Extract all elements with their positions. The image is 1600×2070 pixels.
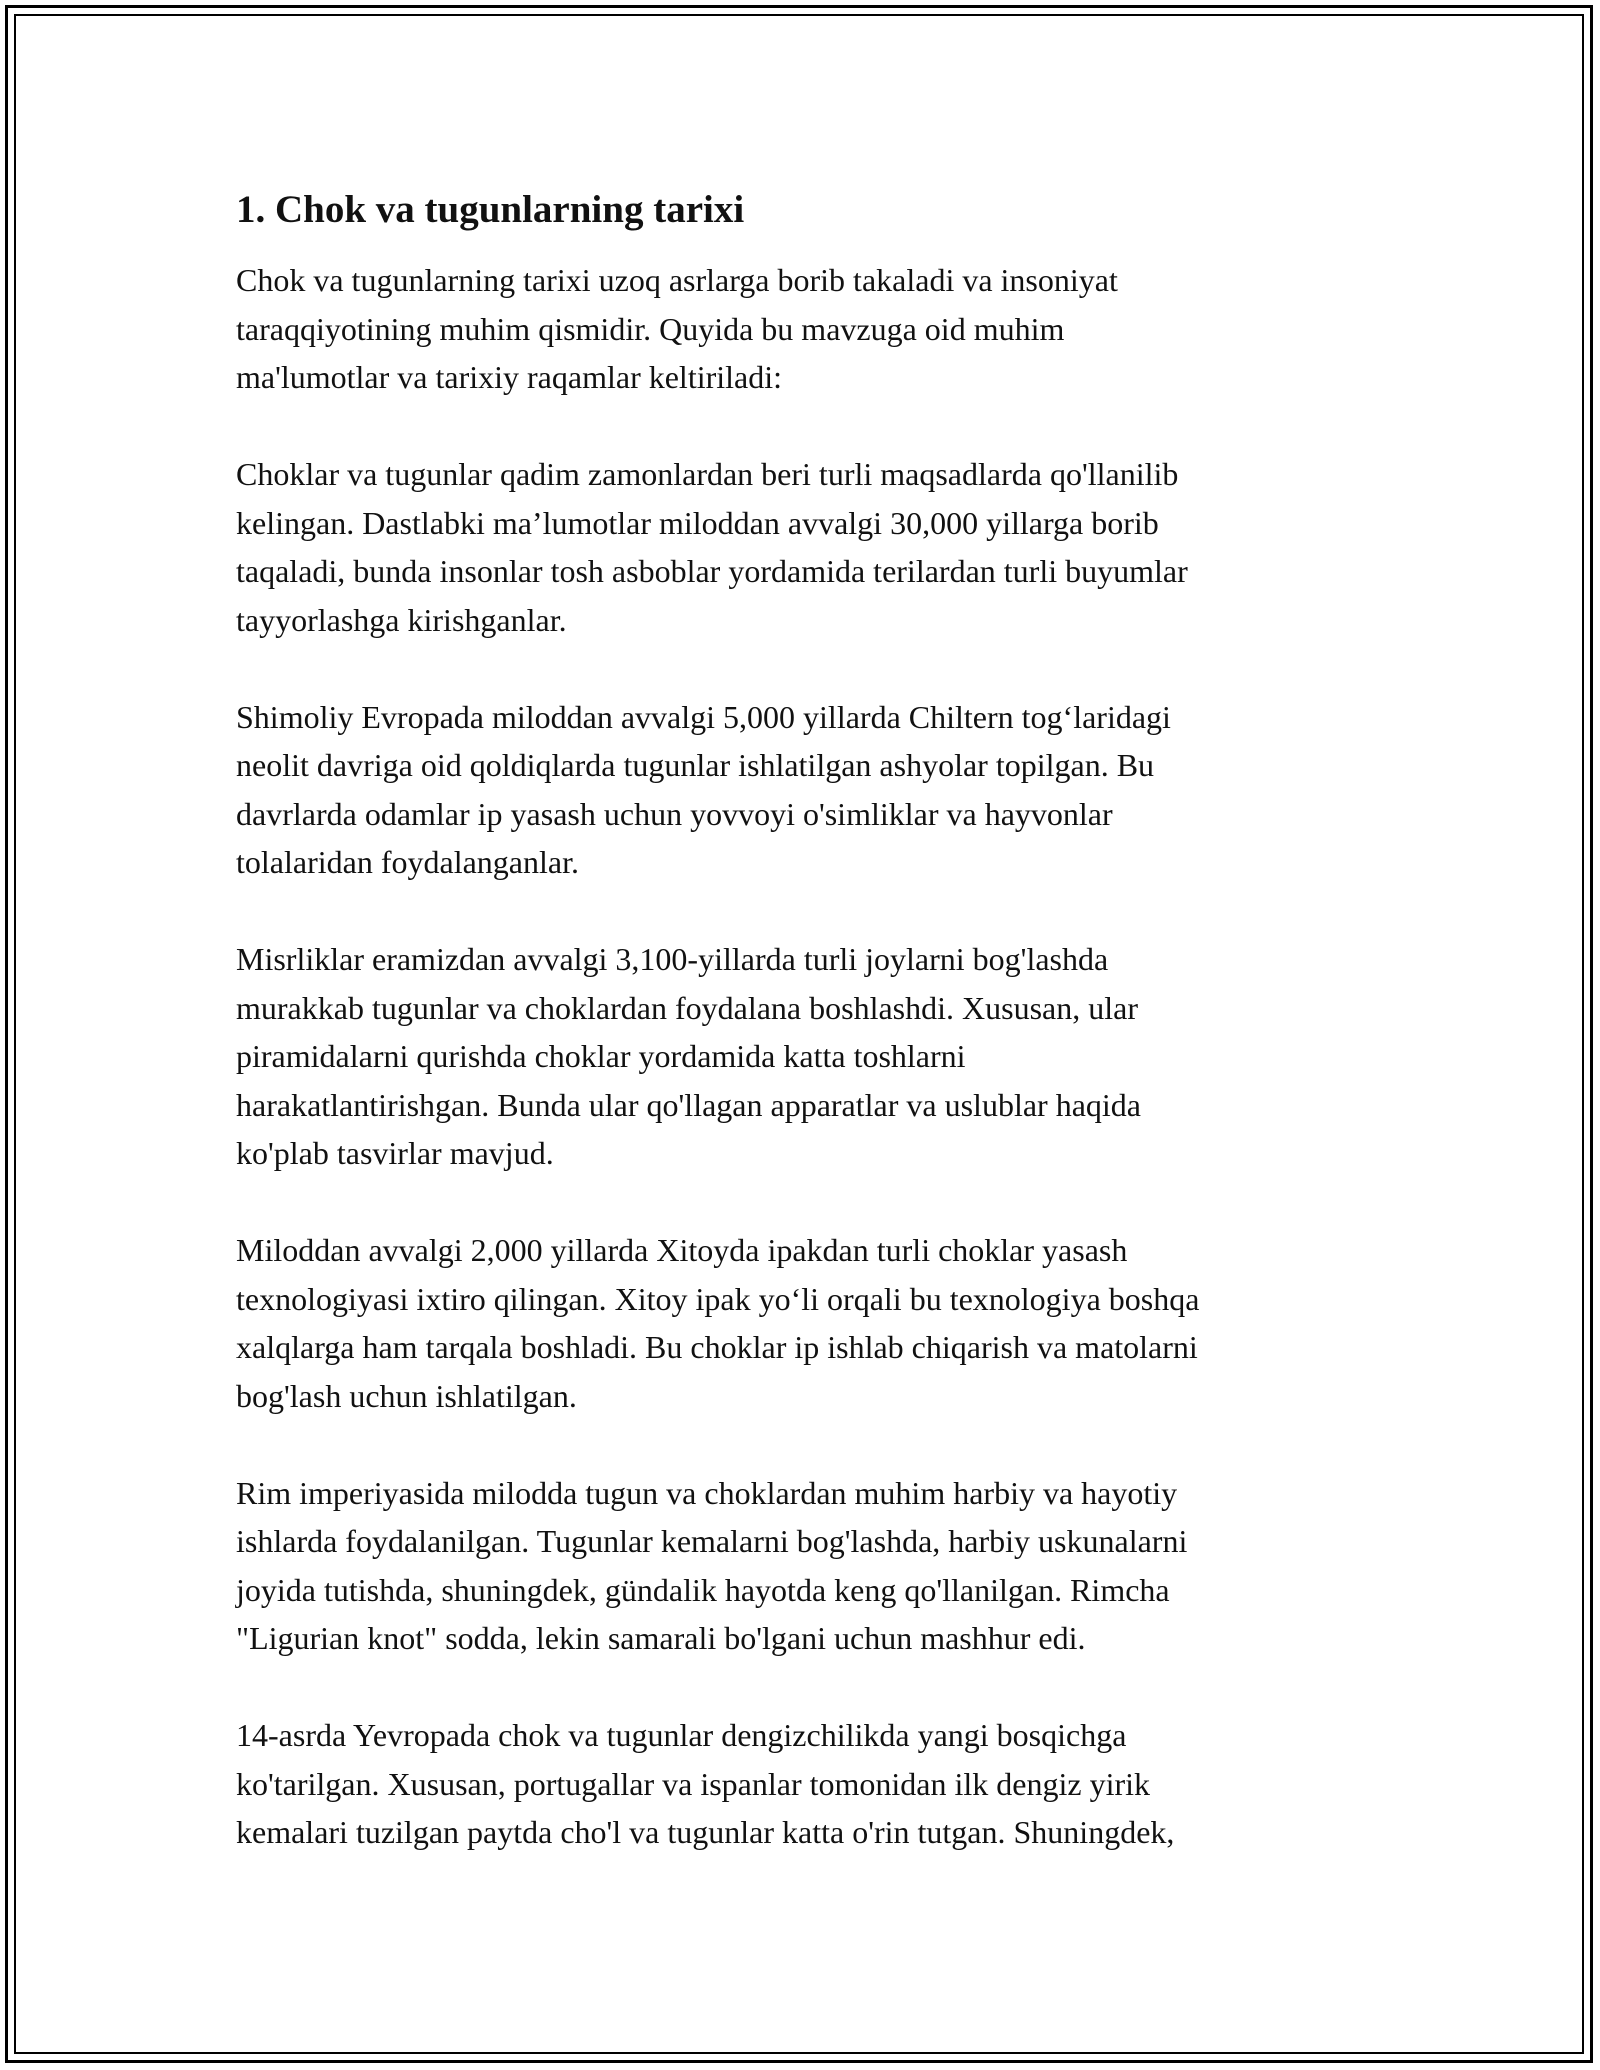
paragraph-china: Miloddan avvalgi 2,000 yillarda Xitoyda ipakdan turli choklar yasash texnologiyasi ixtiro qilingan. Xitoy ipak yo‘li orqali bu texnologiya boshqa xalqlarga ham tarqala boshladi. Bu choklar ip ishlab chiqarish va matolarni bog'lash uchun ishlatilgan. <box>236 1232 1200 1414</box>
section-heading: 1. Chok va tugunlarning tarixi <box>236 188 745 231</box>
paragraph-northern-europe: Shimoliy Evropada miloddan avvalgi 5,000 yillarda Chiltern tog‘laridagi neolit davriga oid qoldiqlarda tugunlar ishlatilgan ashyolar topilgan. Bu davrlarda odamlar ip yasash uchun yovvoyi o'simliklar va hayvonlar tolalaridan foydalanganlar. <box>236 698 1171 880</box>
paragraph-ancient-origins: Choklar va tugunlar qadim zamonlardan beri turli maqsadlarda qo'llanilib kelingan. Dastlabki ma’lumotlar miloddan avvalgi 30,000 yillarga borib taqaladi, bunda insonlar tosh asboblar yordamida terilardan turli buyumlar tayyorlashga kirishganlar. <box>236 456 1188 638</box>
paragraph-rome: Rim imperiyasida milodda tugun va choklardan muhim harbiy va hayotiy ishlarda foydalanilgan. Tugunlar kemalarni bog'lashda, harbiy uskunalarni joyida tutishda, shuningdek, gündalik hayotda keng qo'llanilgan. Rimcha "Ligurian knot" sodda, lekin samarali bo'lgani uchun mashhur edi. <box>236 1474 1188 1656</box>
paragraph-intro: Chok va tugunlarning tarixi uzoq asrlarga borib takaladi va insoniyat taraqqiyotining muhim qismidir. Quyida bu mavzuga oid muhim ma'lumotlar va tarixiy raqamlar keltiriladi: <box>236 262 1118 395</box>
document-body <box>236 186 1366 1905</box>
paragraph-14th-century: 14-asrda Yevropada chok va tugunlar dengizchilikda yangi bosqichga ko'tarilgan. Xususan, portugallar va ispanlar tomonidan ilk dengiz yirik kemalari tuzilgan paytda cho'l va tugunlar katta o'rin tutgan. Shuningdek, <box>236 1717 1175 1850</box>
paragraph-egypt: Misrliklar eramizdan avvalgi 3,100-yillarda turli joylarni bog'lashda murakkab tugunlar va choklardan foydalana boshlashdi. Xususan, ular piramidalarni qurishda choklar yordamida katta toshlarni harakatlantirishgan. Bunda ular qo'llagan apparatlar va uslublar haqida ko'plab tasvirlar mavjud. <box>236 941 1141 1171</box>
